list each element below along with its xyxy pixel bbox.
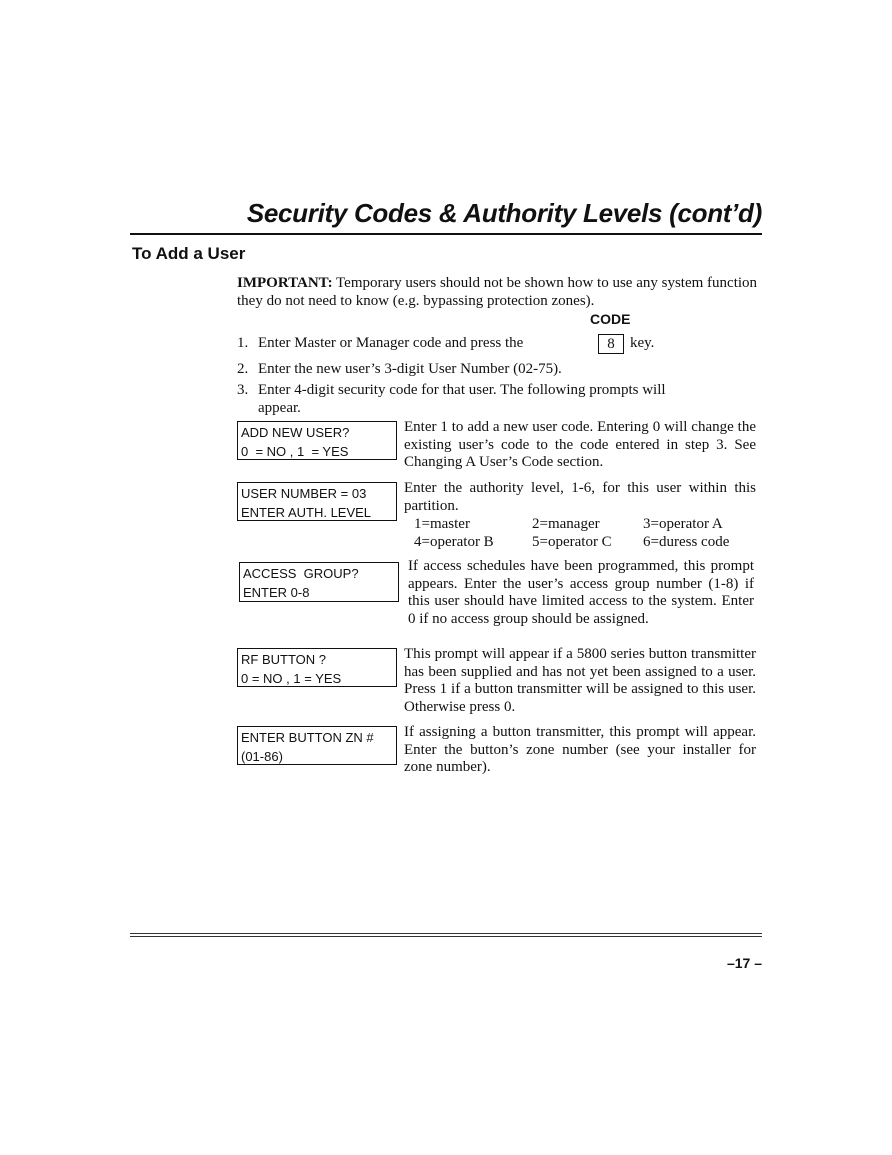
lcd-prompt-user-number <box>237 482 397 521</box>
lcd-prompt-add-new-user <box>237 421 397 460</box>
step-2 <box>237 360 562 378</box>
prompt-description: Enter 1 to add a new user code. Entering 0 will change the existing user’s code to the code entered in step 3. See Changing A User’s Code section. <box>404 419 756 470</box>
footer-divider <box>130 933 762 937</box>
authority-level-item: 4=operator B <box>414 534 494 550</box>
lcd-prompt-rf-button <box>237 648 397 687</box>
prompt-line-1: ADD NEW USER? <box>241 425 350 440</box>
step-3 <box>237 381 666 417</box>
code-key-label: CODE <box>590 311 631 327</box>
prompt-line-1: USER NUMBER = 03 <box>241 486 367 501</box>
section-heading: To Add a User <box>132 244 246 263</box>
step-number: 1. <box>237 335 249 351</box>
code-key-box: 8 <box>598 334 624 354</box>
prompt-line-2: 0 = NO , 1 = YES <box>241 444 349 459</box>
important-text: Temporary users should not be shown how to use any system function they do not need to know (e.g. bypassing protection zones). <box>237 275 758 309</box>
authority-level-item: 2=manager <box>532 516 600 532</box>
prompt-line-1: ACCESS GROUP? <box>243 566 359 581</box>
page-number: –17 – <box>726 955 762 971</box>
authority-level-item: 1=master <box>414 516 470 532</box>
step-1-suffix: key. <box>630 335 655 351</box>
prompt-description: This prompt will appear if a 5800 series button transmitter has been supplied and has not yet been assigned to a user. Press 1 if a button transmitter will be assigned to this user. Otherwise press 0. <box>404 646 756 715</box>
prompt-description: Enter the authority level, 1-6, for this user within this partition. <box>404 480 756 514</box>
step-number: 2. <box>237 361 249 377</box>
step-text: Enter Master or Manager code and press the <box>258 335 524 351</box>
prompt-line-2: 0 = NO , 1 = YES <box>241 671 342 686</box>
important-label: IMPORTANT: <box>237 275 333 291</box>
prompt-description: If assigning a button transmitter, this prompt will appear. Enter the button’s zone number (see your installer for zone number). <box>404 724 756 775</box>
lcd-prompt-access-group <box>239 562 399 602</box>
authority-level-item: 3=operator A <box>643 516 723 532</box>
step-text: Enter 4-digit security code for that user. The following prompts will <box>258 382 666 398</box>
authority-level-item: 6=duress code <box>643 534 730 550</box>
step-text-continued: appear. <box>258 400 301 416</box>
prompt-description: If access schedules have been programmed, this prompt appears. Enter the user’s access group number (1-8) if this user should have limited access to the system. Enter 0 if no access group should be assigned. <box>408 558 754 627</box>
prompt-line-2: ENTER 0-8 <box>243 585 310 600</box>
authority-level-item: 5=operator C <box>532 534 612 550</box>
step-number: 3. <box>237 382 249 398</box>
prompt-line-2: (01-86) <box>241 749 283 764</box>
prompt-line-1: RF BUTTON ? <box>241 652 326 667</box>
lcd-prompt-button-zone <box>237 726 397 765</box>
page-title: Security Codes & Authority Levels (cont’d) <box>246 198 762 228</box>
step-1 <box>237 334 523 352</box>
step-text: Enter the new user’s 3-digit User Number (02-75). <box>258 361 562 377</box>
title-divider <box>130 233 762 235</box>
prompt-line-1: ENTER BUTTON ZN # <box>241 730 374 745</box>
important-note <box>237 274 762 310</box>
prompt-line-2: ENTER AUTH. LEVEL <box>241 505 372 520</box>
